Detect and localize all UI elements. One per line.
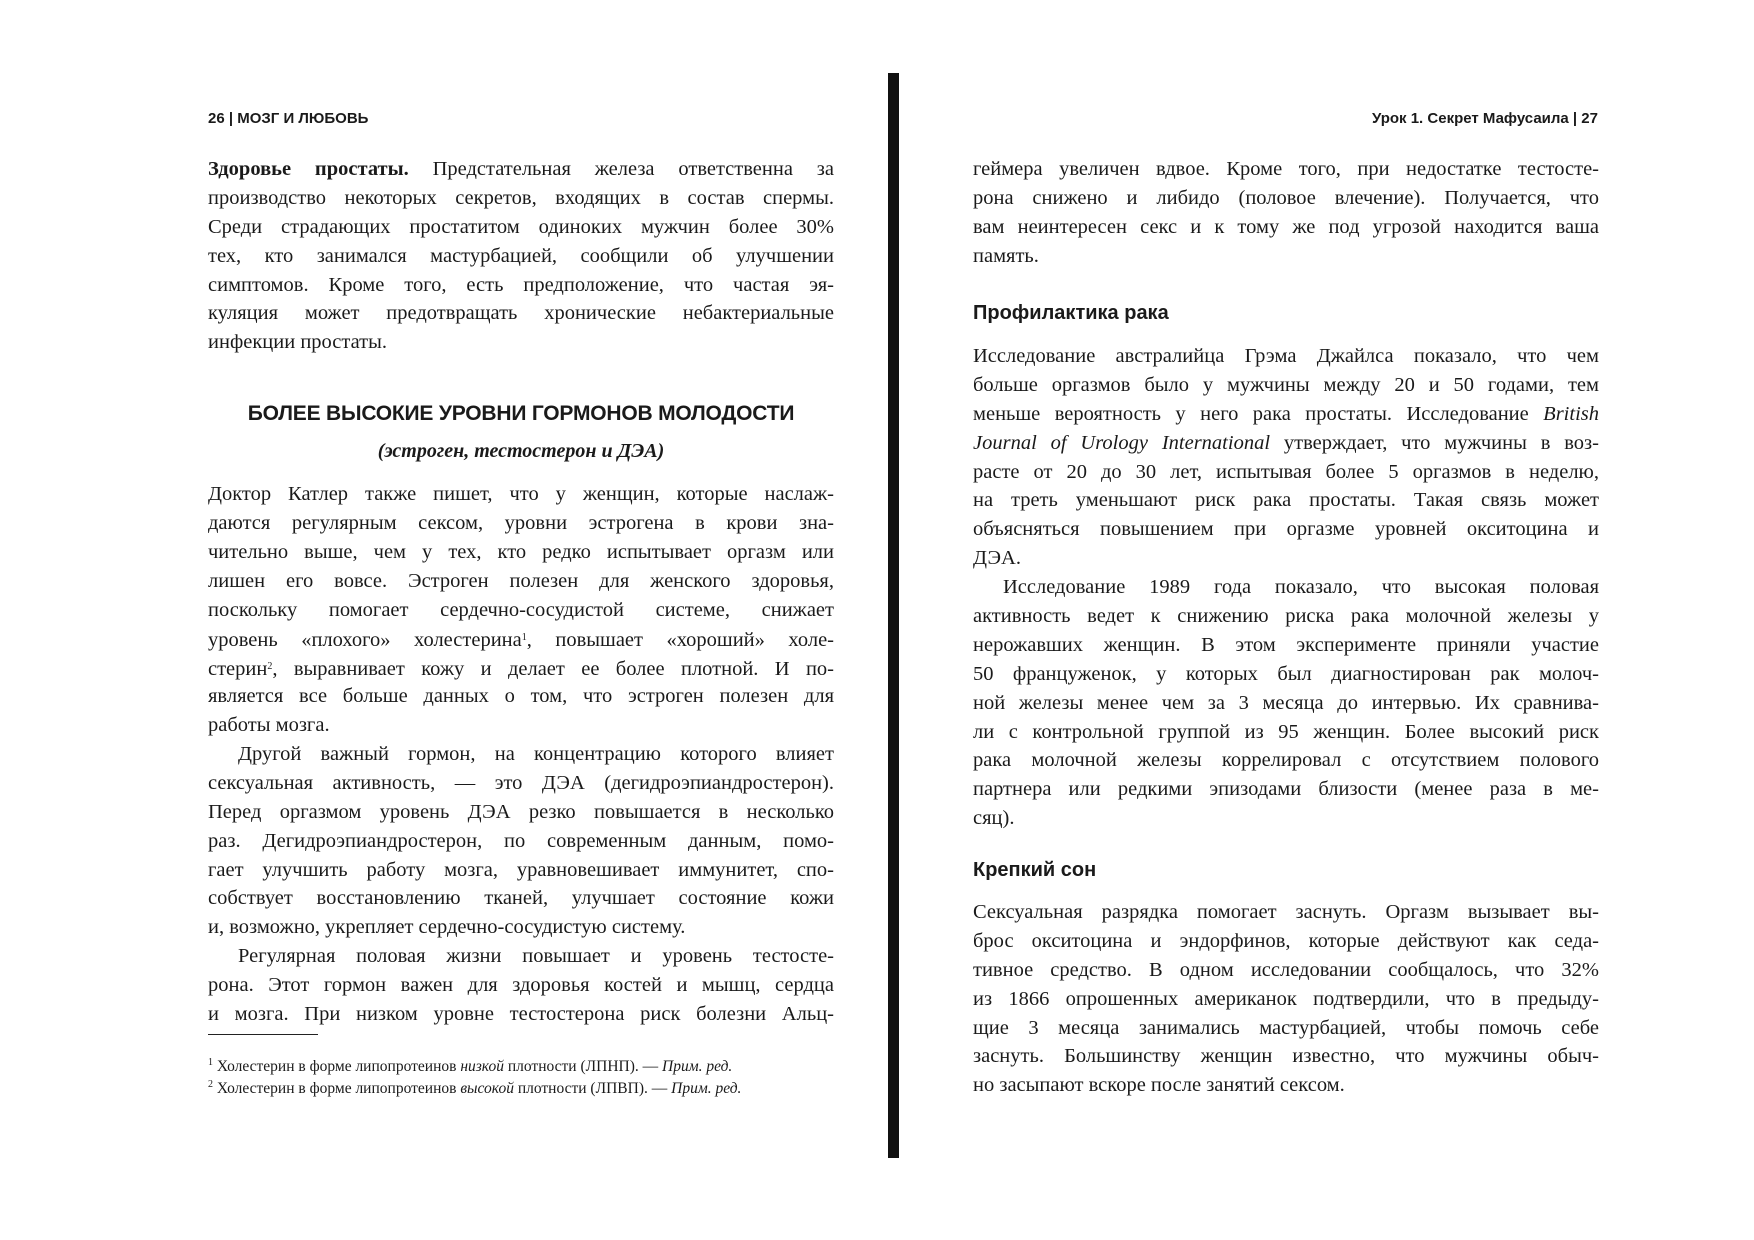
text-line <box>973 515 1599 544</box>
footnote-ref: 1 <box>521 632 527 644</box>
text-segment: но засыпают вскоре после занятий сексом. <box>973 1074 1345 1097</box>
text-segment: чительно выше, чем у тех, кто редко испытывает оргазм или <box>208 540 834 563</box>
text-segment: лишен его вовсе. Эстроген полезен для женского здоровья, <box>208 569 834 592</box>
text-segment: плотности (ЛПНП). — <box>503 1058 662 1075</box>
text-segment: брос окситоцина и эндорфинов, которые действуют как седа- <box>973 929 1599 952</box>
text-segment: утверждает, что мужчины в воз- <box>1270 431 1599 454</box>
text-segment: память. <box>973 244 1039 267</box>
text-line <box>208 271 834 300</box>
prostate-health-paragraph <box>208 155 834 357</box>
text-line <box>973 804 1599 833</box>
text-line <box>973 927 1599 956</box>
text-segment: раз. Дегидроэпиандростерон, по современным данным, помо- <box>208 829 834 852</box>
text-line <box>973 342 1599 371</box>
text-line <box>973 429 1599 458</box>
text-line <box>973 660 1599 689</box>
text-line <box>208 213 834 242</box>
text-line <box>973 956 1599 985</box>
text-line <box>973 1042 1599 1071</box>
text-line <box>973 573 1599 602</box>
text-segment: ДЭА. <box>973 547 1021 570</box>
text-segment: и, возможно, укрепляет сердечно-сосудистую систему. <box>208 916 686 939</box>
text-segment: 50 француженок, у которых был диагностирован рак молоч- <box>973 662 1599 685</box>
text-line <box>973 718 1599 747</box>
text-line <box>973 400 1599 429</box>
text-segment: симптомов. Кроме того, есть предположение, что частая эя- <box>208 273 834 296</box>
text-line <box>973 242 1599 271</box>
text-segment: расте от 20 до 30 лет, испытывая более 5 оргазмов в неделю, <box>973 460 1599 483</box>
text-line <box>973 775 1599 804</box>
cancer-prevention-text <box>973 342 1599 833</box>
text-line <box>973 631 1599 660</box>
text-line <box>973 746 1599 775</box>
text-line <box>208 509 834 538</box>
text-line <box>973 458 1599 487</box>
text-segment: Регулярная половая жизни повышает и уровень тестосте- <box>238 945 834 968</box>
text-line <box>208 567 834 596</box>
text-segment: Доктор Катлер также пишет, что у женщин, которые наслаж- <box>208 483 834 505</box>
text-segment: собствует восстановлению тканей, улучшает состояние кожи <box>208 887 834 910</box>
text-line <box>973 898 1599 927</box>
text-segment: ной железы менее чем за 3 месяца до интервью. Их сравнива- <box>973 691 1599 714</box>
sound-sleep-text <box>973 898 1599 1100</box>
text-segment: нерожавших женщин. В этом эксперименте приняли участие <box>973 633 1599 656</box>
text-segment: , повышает «хороший» холе- <box>526 629 834 652</box>
text-segment: щие 3 месяца занимались мастурбацией, чтобы помочь себе <box>973 1016 1599 1039</box>
text-segment: Перед оргазмом уровень ДЭА резко повышается в несколько <box>208 800 834 823</box>
text-segment: Холестерин в форме липопротеинов <box>213 1080 461 1097</box>
text-segment: сексуальная активность, — это ДЭА (дегидроэпиандростерон). <box>208 771 834 794</box>
heading-sound-sleep: Крепкий сон <box>973 859 1097 881</box>
footnote-ref: 2 <box>267 661 273 673</box>
text-segment: Прим. ред. <box>662 1058 733 1075</box>
text-segment: больше оргазмов было у мужчины между 20 и 50 годами, тем <box>973 373 1599 396</box>
text-segment: инфекции простаты. <box>208 331 388 354</box>
text-segment: меньше вероятность у него рака простаты. Исследование <box>973 402 1544 425</box>
text-line <box>208 913 834 942</box>
text-segment: Среди страдающих простатитом одиноких мужчин более 30% <box>208 215 834 238</box>
right-page-header: Урок 1. Секрет Мафусаила | 27 <box>1371 110 1598 127</box>
text-line <box>973 544 1599 573</box>
text-segment: Сексуальная разрядка помогает заснуть. Оргазм вызывает вы- <box>973 901 1599 923</box>
text-segment: Холестерин в форме липопротеинов <box>213 1058 461 1075</box>
text-segment: низкой <box>460 1058 504 1075</box>
text-line <box>208 299 834 328</box>
text-segment: стерин <box>208 658 268 681</box>
text-line <box>208 798 834 827</box>
text-segment: сяц). <box>973 807 1015 830</box>
text-segment: Здоровье простаты. <box>208 158 409 180</box>
text-line <box>208 942 834 971</box>
text-segment: Прим. ред. <box>671 1080 742 1097</box>
text-line <box>208 971 834 1000</box>
text-segment: рона снижено и либидо (половое влечение). Получается, что <box>973 186 1599 209</box>
text-segment: даются регулярным сексом, уровни эстрогена в крови зна- <box>208 511 834 534</box>
text-line <box>973 213 1599 242</box>
text-line <box>208 624 834 653</box>
text-segment: высокой <box>460 1080 514 1097</box>
text-line <box>208 538 834 567</box>
text-line <box>973 371 1599 400</box>
text-line <box>208 596 834 625</box>
text-segment: работы мозга. <box>208 714 330 737</box>
footnote-ref: 2 <box>208 1079 213 1090</box>
text-segment: ли с контрольной группой из 95 женщин. Более высокий риск <box>973 720 1599 743</box>
text-segment: гает улучшить работу мозга, уравновешивает иммунитет, спо- <box>208 858 834 881</box>
text-line <box>208 653 834 682</box>
footnote-divider <box>208 1034 318 1035</box>
text-segment: куляция может предотвращать хронические небактериальные <box>208 302 834 325</box>
text-line <box>208 1000 834 1029</box>
text-segment: Другой важный гормон, на концентрацию которого влияет <box>238 743 834 766</box>
text-segment: Исследование австралийца Грэма Джайлса показало, что чем <box>973 345 1599 367</box>
section-subtitle: (эстроген, тестостерон и ДЭА) <box>377 440 665 462</box>
heading-cancer-prevention: Профилактика рака <box>973 302 1169 324</box>
text-segment: Предстательная железа ответственна за <box>408 158 834 180</box>
text-line <box>208 480 834 509</box>
text-segment: активность ведет к снижению риска рака молочной железы у <box>973 605 1599 628</box>
left-page-header: 26 | МОЗГ И ЛЮБОВЬ <box>208 110 369 127</box>
text-line <box>208 242 834 271</box>
testosterone-continuation <box>973 155 1599 271</box>
text-segment: на треть уменьшают риск рака простаты. Такая связь может <box>973 489 1599 512</box>
text-line <box>208 155 834 184</box>
text-segment: геймера увеличен вдвое. Кроме того, при недостатке тестосте- <box>973 158 1599 180</box>
text-segment: тех, кто занимался мастурбацией, сообщили об улучшении <box>208 244 834 267</box>
text-line <box>973 1071 1599 1100</box>
text-line <box>208 884 834 913</box>
footnote-ref: 1 <box>208 1057 213 1068</box>
text-segment: Journal of Urology International <box>973 431 1271 454</box>
text-segment: вам неинтересен секс и к тому же под угрозой находится ваша <box>973 215 1599 238</box>
text-segment: является все больше данных о том, что эстроген полезен для <box>208 685 834 708</box>
text-segment: из 1866 опрошенных американок подтвердили, что в предыду- <box>973 987 1599 1010</box>
text-segment: Исследование 1989 года показало, что высокая половая <box>1003 576 1599 599</box>
text-segment: British <box>1543 402 1599 425</box>
text-segment: тивное средство. В одном исследовании сообщалось, что 32% <box>973 958 1599 981</box>
text-segment: объясняться повышением при оргазме уровней окситоцина и <box>973 518 1599 541</box>
text-segment: , выравнивает кожу и делает ее более плотной. И по- <box>272 658 834 681</box>
text-line <box>208 682 834 711</box>
text-line <box>208 184 834 213</box>
text-segment: партнера или редкими эпизодами близости (менее раза в ме- <box>973 778 1599 801</box>
text-segment: поскольку помогает сердечно-сосудистой системе, снижает <box>208 598 834 621</box>
text-segment: плотности (ЛПВП). — <box>513 1080 672 1097</box>
text-line <box>973 155 1599 184</box>
text-line <box>208 328 834 357</box>
text-segment: производство некоторых секретов, входящих в состав спермы. <box>208 186 834 209</box>
footnote <box>208 1074 848 1096</box>
text-line <box>208 740 834 769</box>
text-segment: и мозга. При низком уровне тестостерона риск болезни Альц- <box>208 1003 834 1026</box>
text-line <box>208 827 834 856</box>
footnotes <box>208 1052 848 1096</box>
text-line <box>973 602 1599 631</box>
text-line <box>973 689 1599 718</box>
text-line <box>973 184 1599 213</box>
book-spine <box>888 73 899 1158</box>
text-line <box>973 1014 1599 1043</box>
text-segment: рака молочной железы коррелировал с отсутствием полового <box>973 749 1599 772</box>
text-line <box>973 985 1599 1014</box>
text-line <box>208 711 834 740</box>
hormones-text <box>208 480 834 1029</box>
footnote <box>208 1052 848 1074</box>
section-title: БОЛЕЕ ВЫСОКИЕ УРОВНИ ГОРМОНОВ МОЛОДОСТИ <box>247 402 795 425</box>
text-line <box>208 769 834 798</box>
text-segment: заснуть. Большинству женщин известно, что мужчины обыч- <box>973 1045 1599 1068</box>
text-segment: рона. Этот гормон важен для здоровья костей и мышц, сердца <box>208 974 834 997</box>
text-line <box>973 486 1599 515</box>
text-segment: уровень «плохого» холестерина <box>208 629 522 652</box>
text-line <box>208 856 834 885</box>
